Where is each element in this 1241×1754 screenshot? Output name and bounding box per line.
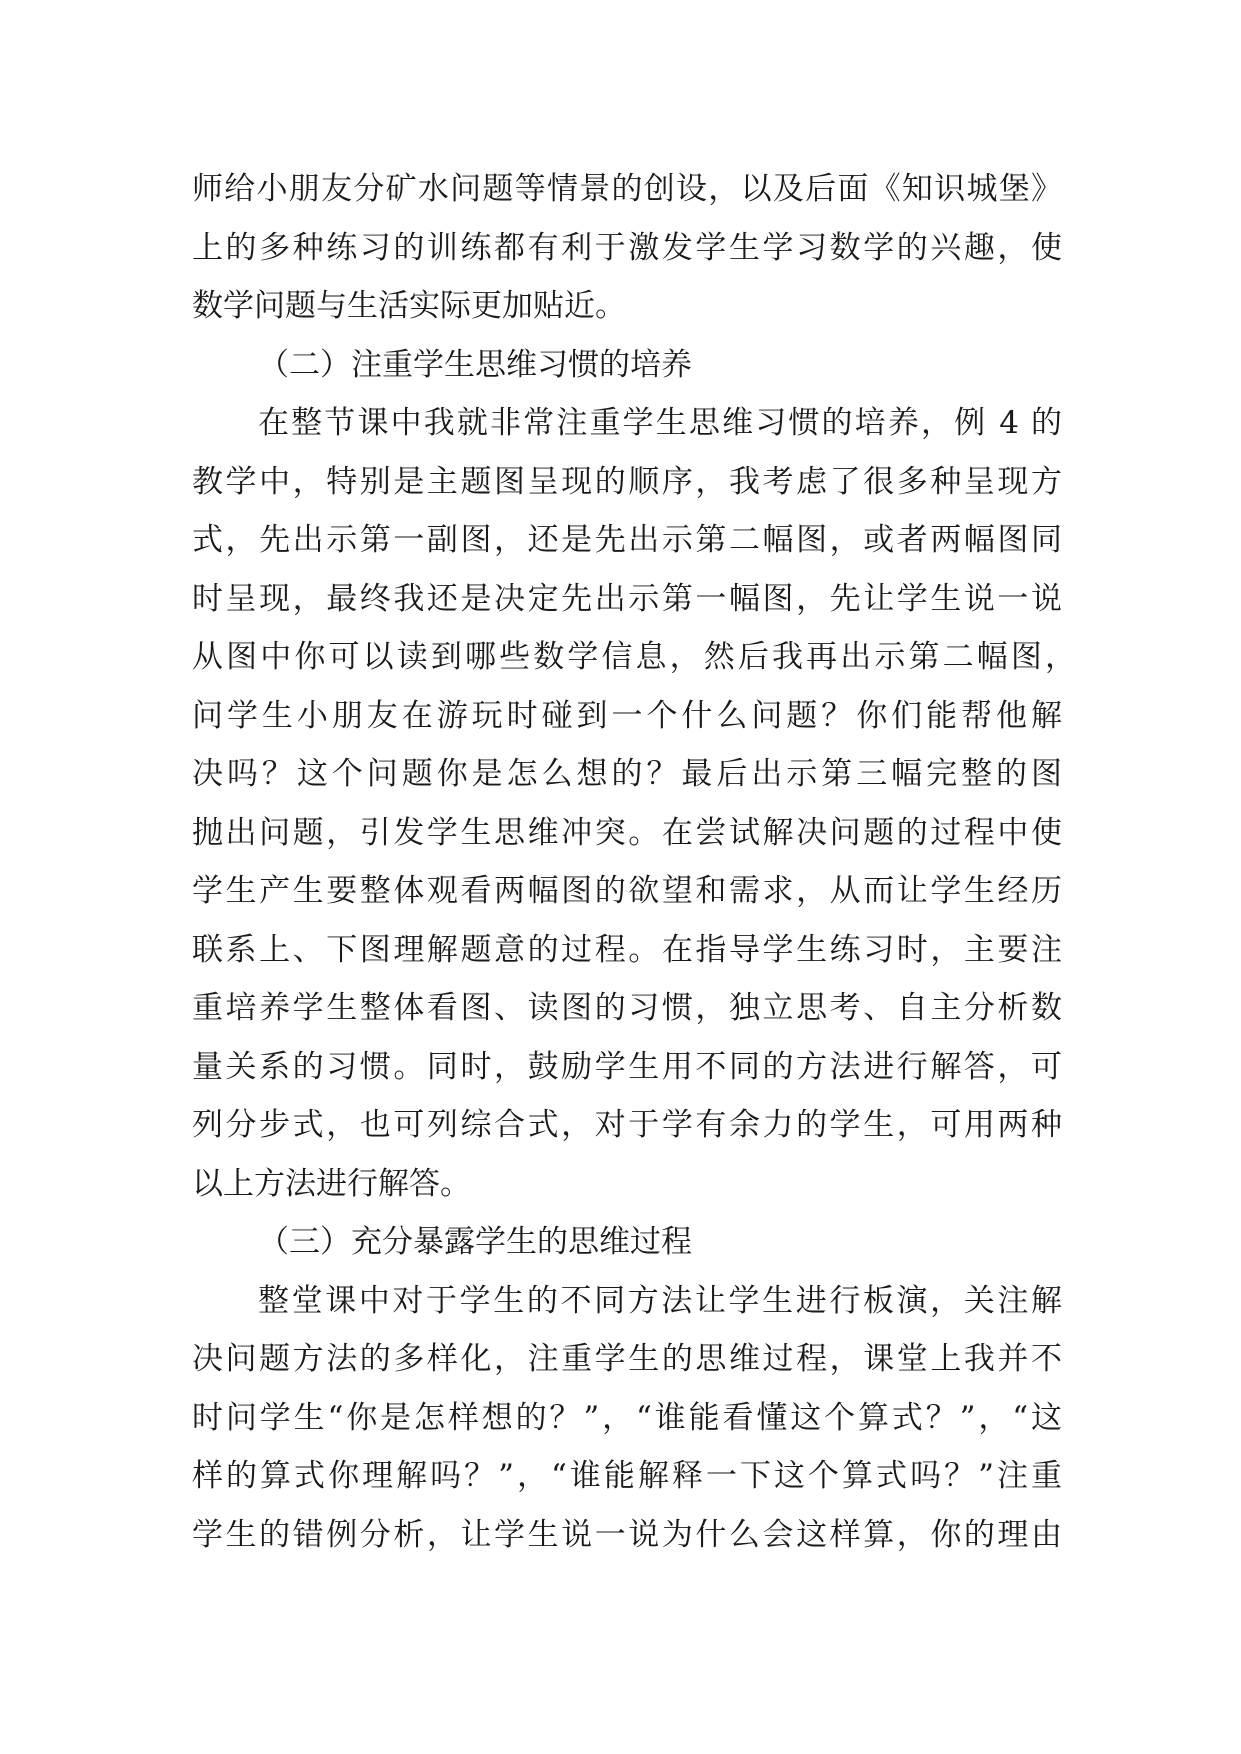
text-line: 决吗？这个问题你是怎么想的？最后出示第三幅完整的图: [192, 756, 1062, 792]
text-line: 列分步式，也可列综合式，对于学有余力的学生，可用两种: [192, 1107, 1062, 1143]
text-line: 从图中你可以读到哪些数学信息，然后我再出示第二幅图，: [192, 639, 1076, 675]
document-body: [192, 160, 1076, 1564]
text-line: 时问学生“你是怎样想的？”，“谁能看懂这个算式？”，“这: [192, 1399, 1062, 1436]
text-line: 学生的错例分析，让学生说一说为什么会这样算，你的理由: [192, 1516, 1062, 1553]
text-line: 教学中，特别是主题图呈现的顺序，我考虑了很多种呈现方: [192, 463, 1062, 500]
section-heading: （二）注重学生思维习惯的培养: [258, 346, 692, 383]
text-line: 以上方法进行解答。: [192, 1165, 471, 1202]
text-line: 样的算式你理解吗？”，“谁能解释一下这个算式吗？”注重: [192, 1458, 1062, 1494]
text-line: 重培养学生整体看图、读图的习惯，独立思考、自主分析数: [192, 990, 1062, 1026]
text-line: 上的多种练习的训练都有利于激发学生学习数学的兴趣，使: [192, 229, 1062, 266]
paragraph-first-line: 整堂课中对于学生的不同方法让学生进行板演，关注解: [258, 1282, 1062, 1319]
text-line: 量关系的习惯。同时，鼓励学生用不同的方法进行解答，可: [192, 1048, 1062, 1085]
section-heading: （三）充分暴露学生的思维过程: [258, 1224, 692, 1260]
text-line: 时呈现，最终我还是决定先出示第一幅图，先让学生说一说: [192, 580, 1062, 617]
text-line: 师给小朋友分矿水问题等情景的创设，以及后面《知识城堡》: [192, 171, 1062, 207]
text-line: 决问题方法的多样化，注重学生的思维过程，课堂上我并不: [192, 1341, 1062, 1377]
text-line: 式，先出示第一副图，还是先出示第二幅图，或者两幅图同: [192, 522, 1062, 558]
paragraph-first-line: 在整节课中我就非常注重学生思维习惯的培养，例 4 的: [258, 405, 1062, 441]
text-line: 抛出问题，引发学生思维冲突。在尝试解决问题的过程中使: [192, 814, 1062, 851]
text-line: 联系上、下图理解题意的过程。在指导学生练习时，主要注: [192, 931, 1062, 968]
text-line: 数学问题与生活实际更加贴近。: [192, 288, 626, 324]
text-line: 学生产生要整体观看两幅图的欲望和需求，从而让学生经历: [192, 873, 1062, 909]
text-line: 问学生小朋友在游玩时碰到一个什么问题？你们能帮他解: [192, 697, 1062, 734]
